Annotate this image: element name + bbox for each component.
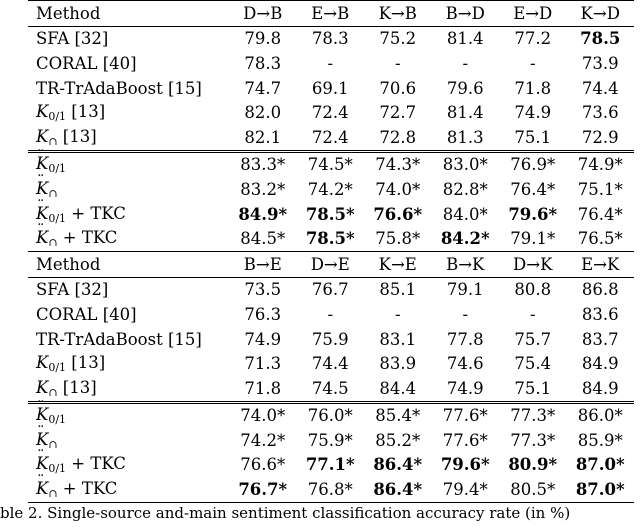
method-cell: CORAL [40]: [36, 53, 137, 73]
value-cell: 83.6: [581, 304, 619, 324]
value-cell: 85.9*: [577, 430, 623, 450]
kernel-subscript: 0/1: [48, 413, 67, 427]
kernel-symbol: ¨ $K_{0/1}$: [36, 454, 66, 473]
kernel-symbol: $K_\cap$: [36, 377, 58, 399]
value-cell: 71.3: [244, 354, 282, 374]
value-cell: 87.0*: [575, 455, 625, 475]
value-cell: 84.9*: [238, 204, 288, 224]
value-cell: 76.4*: [577, 204, 623, 224]
table-row: [28, 351, 634, 376]
kernel-subscript: 0/1: [48, 462, 67, 476]
header-row: [28, 1, 634, 27]
value-cell: 83.7: [581, 329, 619, 349]
method-suffix: [13]: [57, 377, 97, 397]
value-cell: 84.5*: [240, 229, 286, 249]
value-cell: 75.7: [514, 329, 552, 349]
value-cell: 84.4: [379, 378, 417, 398]
value-cell: 87.0*: [567, 477, 635, 502]
kernel-symbol: ¨ $K_\cap$: [36, 228, 58, 247]
kernel-symbol: ¨ $K_\cap$: [36, 430, 58, 449]
method-cell: [28, 428, 229, 453]
value-cell: 77.2: [499, 26, 567, 51]
value-cell: 78.5*: [305, 204, 355, 224]
method-cell: [28, 351, 229, 376]
value-cell: -: [327, 304, 334, 324]
value-cell: 76.7: [297, 277, 365, 302]
value-cell: 84.2*: [440, 229, 490, 249]
kernel-subscript: ∩: [48, 186, 58, 200]
value-cell: 78.3: [244, 53, 282, 73]
kernel-subscript: ∩: [48, 236, 58, 250]
kernel-subscript: ∩: [48, 437, 58, 451]
value-cell: 78.5*: [305, 229, 355, 249]
table-row: [28, 477, 634, 502]
value-cell: 74.9: [514, 103, 552, 123]
method-suffix: [13]: [66, 353, 106, 373]
value-cell: 74.2*: [240, 430, 286, 450]
value-cell: 79.4*: [432, 477, 500, 502]
method-cell: CORAL [40]: [36, 304, 137, 324]
value-cell: 81.4: [446, 103, 484, 123]
value-cell: 82.8*: [442, 179, 488, 199]
value-cell: 76.5*: [577, 229, 623, 249]
value-cell: -: [394, 53, 401, 73]
value-cell: 84.9: [581, 378, 619, 398]
value-cell: 77.1*: [305, 455, 355, 475]
value-cell: 76.7*: [229, 477, 297, 502]
kernel-subscript: ∩: [48, 487, 58, 501]
column-header: B→D: [432, 1, 500, 27]
method-suffix: + TKC: [57, 479, 118, 499]
value-cell: 79.6*: [440, 455, 490, 475]
column-header: K→E: [364, 251, 432, 277]
value-cell: 72.4: [311, 103, 349, 123]
table-row: [28, 302, 634, 327]
value-cell: 80.9*: [508, 455, 558, 475]
value-cell: 73.6: [581, 103, 619, 123]
column-header: D→K: [499, 251, 567, 277]
value-cell: 73.5: [229, 277, 297, 302]
value-cell: 74.5*: [297, 151, 365, 177]
column-header: D→B: [229, 1, 297, 27]
column-header: B→E: [229, 251, 297, 277]
value-cell: 75.1: [514, 127, 552, 147]
value-cell: 79.1: [432, 277, 500, 302]
column-header: B→K: [432, 251, 500, 277]
value-cell: -: [529, 53, 536, 73]
kernel-subscript: 0/1: [48, 361, 67, 375]
method-cell: [28, 453, 229, 478]
value-cell: 79.6: [446, 78, 484, 98]
value-cell: -: [462, 53, 469, 73]
value-cell: 75.9: [311, 329, 349, 349]
value-cell: 79.8: [229, 26, 297, 51]
table-row: [28, 376, 634, 402]
method-suffix: [13]: [57, 126, 97, 146]
value-cell: 85.1: [364, 277, 432, 302]
kernel-symbol: $K_{0/1}$: [36, 102, 67, 124]
value-cell: 85.2*: [375, 430, 421, 450]
value-cell: 74.9: [446, 378, 484, 398]
method-cell: TR-TrAdaBoost [15]: [36, 78, 202, 98]
method-cell: [28, 226, 229, 251]
value-cell: 75.9*: [307, 430, 353, 450]
method-cell: [28, 402, 229, 428]
method-suffix: + TKC: [66, 203, 126, 223]
method-cell: SFA [32]: [28, 26, 229, 51]
value-cell: 83.2*: [240, 179, 286, 199]
value-cell: 82.1: [244, 127, 282, 147]
method-column-header: Method: [28, 1, 229, 27]
value-cell: 77.6*: [442, 430, 488, 450]
table-row: [28, 151, 634, 177]
value-cell: 75.1*: [577, 179, 623, 199]
value-cell: 77.3*: [510, 430, 556, 450]
value-cell: 78.3: [297, 26, 365, 51]
value-cell: 76.3: [244, 304, 282, 324]
value-cell: 83.1: [379, 329, 417, 349]
method-column-header: Method: [28, 251, 229, 277]
table-row: [28, 453, 634, 478]
value-cell: 72.8: [379, 127, 417, 147]
value-cell: 72.9: [581, 127, 619, 147]
value-cell: 79.6*: [508, 204, 558, 224]
kernel-symbol: ¨ $K_{0/1}$: [36, 204, 66, 223]
value-cell: 85.4*: [364, 402, 432, 428]
table-row: [28, 428, 634, 453]
table-row: [28, 202, 634, 227]
value-cell: 81.4: [432, 26, 500, 51]
column-header: K→B: [364, 1, 432, 27]
kernel-subscript: 0/1: [48, 211, 67, 225]
value-cell: 75.2: [364, 26, 432, 51]
value-cell: 84.9: [581, 354, 619, 374]
kernel-symbol: ¨ $K_{0/1}$: [36, 405, 66, 424]
value-cell: 74.4: [581, 78, 619, 98]
table-row: [28, 76, 634, 101]
kernel-subscript: ∩: [48, 385, 58, 399]
method-cell: SFA [32]: [28, 277, 229, 302]
value-cell: 76.6*: [240, 455, 286, 475]
value-cell: 72.4: [311, 127, 349, 147]
value-cell: 82.0: [244, 103, 282, 123]
value-cell: 75.1: [514, 378, 552, 398]
value-cell: 83.9: [379, 354, 417, 374]
value-cell: 76.0*: [297, 402, 365, 428]
method-cell: TR-TrAdaBoost [15]: [36, 329, 202, 349]
table-row: [28, 177, 634, 202]
value-cell: 75.4: [514, 354, 552, 374]
value-cell: 86.4*: [364, 477, 432, 502]
results-table: [28, 0, 634, 503]
value-cell: 80.8: [499, 277, 567, 302]
table-row: [28, 327, 634, 352]
table-row: [28, 100, 634, 125]
value-cell: 76.8*: [297, 477, 365, 502]
value-cell: 80.5*: [499, 477, 567, 502]
column-header: E→B: [297, 1, 365, 27]
value-cell: 77.8: [446, 329, 484, 349]
method-cell: [28, 376, 229, 402]
value-cell: 74.5: [311, 378, 349, 398]
value-cell: 71.8: [244, 378, 282, 398]
value-cell: -: [394, 304, 401, 324]
value-cell: 73.9: [581, 53, 619, 73]
value-cell: 75.8*: [375, 229, 421, 249]
value-cell: -: [462, 304, 469, 324]
value-cell: 81.3: [446, 127, 484, 147]
kernel-symbol: ¨ $K_{0/1}$: [36, 154, 66, 173]
method-cell: [28, 477, 229, 502]
kernel-symbol: ¨ $K_\cap$: [36, 479, 58, 498]
value-cell: 84.0*: [442, 204, 488, 224]
value-cell: 74.6: [446, 354, 484, 374]
table-row: [28, 125, 634, 151]
table-row: [28, 226, 634, 251]
value-cell: 86.8: [567, 277, 635, 302]
value-cell: -: [327, 53, 334, 73]
header-row: [28, 251, 634, 277]
kernel-subscript: ∩: [48, 134, 58, 148]
value-cell: 72.7: [379, 103, 417, 123]
method-cell: [28, 177, 229, 202]
method-suffix: + TKC: [57, 228, 118, 248]
value-cell: 74.9: [244, 329, 282, 349]
value-cell: 74.0*: [375, 179, 421, 199]
value-cell: 86.4*: [373, 455, 423, 475]
value-cell: 76.9*: [499, 151, 567, 177]
column-header: K→D: [567, 1, 635, 27]
value-cell: 76.4*: [510, 179, 556, 199]
table-row: [28, 402, 634, 428]
value-cell: 86.0*: [567, 402, 635, 428]
value-cell: -: [529, 304, 536, 324]
value-cell: 69.1: [311, 78, 349, 98]
value-cell: 70.6: [379, 78, 417, 98]
value-cell: 74.0*: [229, 402, 297, 428]
table-row: [28, 26, 634, 51]
kernel-symbol: ¨ $K_\cap$: [36, 179, 58, 198]
method-cell: [28, 202, 229, 227]
value-cell: 78.5: [567, 26, 635, 51]
value-cell: 77.6*: [432, 402, 500, 428]
method-cell: [28, 151, 229, 177]
value-cell: 74.7: [244, 78, 282, 98]
method-cell: [28, 125, 229, 151]
method-suffix: [13]: [66, 102, 106, 122]
value-cell: 79.1*: [510, 229, 556, 249]
kernel-symbol: $K_\cap$: [36, 126, 58, 148]
column-header: E→K: [567, 251, 635, 277]
value-cell: 74.4: [311, 354, 349, 374]
column-header: E→D: [499, 1, 567, 27]
value-cell: 74.2*: [307, 179, 353, 199]
method-cell: [28, 100, 229, 125]
value-cell: 71.8: [514, 78, 552, 98]
table-row: [28, 51, 634, 76]
value-cell: 77.3*: [499, 402, 567, 428]
value-cell: 83.3*: [229, 151, 297, 177]
value-cell: 83.0*: [432, 151, 500, 177]
method-suffix: + TKC: [66, 454, 126, 474]
kernel-subscript: 0/1: [48, 162, 67, 176]
kernel-symbol: $K_{0/1}$: [36, 353, 67, 375]
column-header: D→E: [297, 251, 365, 277]
value-cell: 74.3*: [364, 151, 432, 177]
table-caption: ble 2. Single-source and-main sentiment classification accuracy rate (in %): [0, 504, 571, 522]
table-row: [28, 277, 634, 302]
value-cell: 74.9*: [567, 151, 635, 177]
value-cell: 76.6*: [373, 204, 423, 224]
kernel-subscript: 0/1: [48, 110, 67, 124]
